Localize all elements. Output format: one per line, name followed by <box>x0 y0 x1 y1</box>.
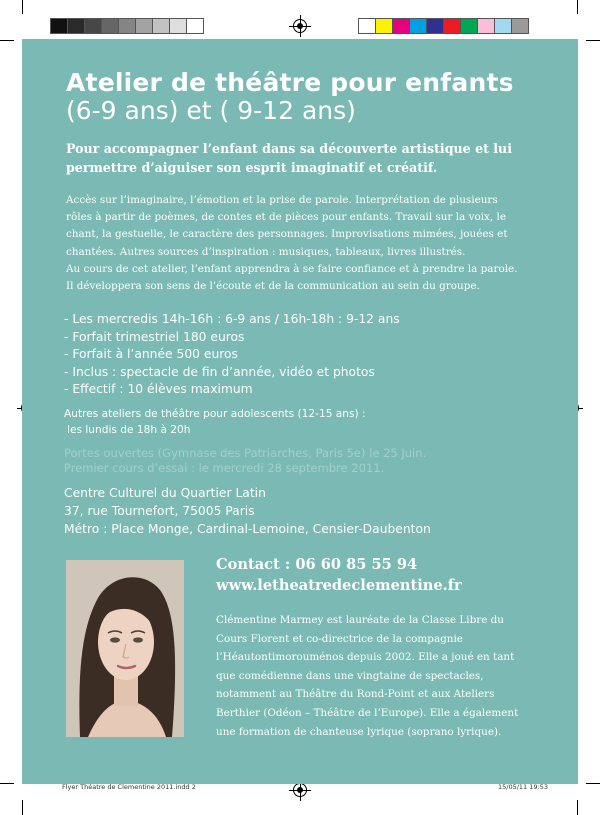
adolescent-workshops <box>64 406 544 438</box>
crop-mark <box>22 800 23 815</box>
open-day-line: Portes ouvertes (Gymnase des Patriarches, Paris 5e) le 25 Juin. <box>64 446 427 460</box>
color-swatch <box>152 18 170 34</box>
registration-mark-bottom <box>293 783 307 797</box>
crop-mark <box>586 783 600 784</box>
contact-block <box>216 554 556 596</box>
color-swatch <box>169 18 187 34</box>
crop-mark <box>22 0 23 14</box>
color-swatch <box>186 18 204 34</box>
trial-class-line: Premier cours d’essai : le mercredi 28 septembre 2011. <box>64 460 385 475</box>
color-swatch <box>67 18 85 34</box>
color-swatch <box>494 18 512 34</box>
venue-name: Centre Culturel du Quartier Latin <box>64 486 266 500</box>
bio-line: l’Héautontimorouménos depuis 2002. Elle a joué en tant <box>216 651 515 664</box>
bio-line: Clémentine Marmey est lauréate de la Classe Libre du <box>216 614 504 626</box>
color-swatch <box>84 18 102 34</box>
bio-line: Cours Florent et co-directrice de la compagnie <box>216 632 463 645</box>
biography <box>216 611 556 741</box>
venue-block <box>64 484 544 538</box>
details-item-trimester-fee: - Forfait trimestriel 180 euros <box>64 329 245 344</box>
description-line: Accès sur l’imaginaire, l’émotion et la prise de parole. Interprétation de plusieurs <box>66 194 498 206</box>
crop-mark <box>577 0 578 14</box>
contact-website-link[interactable]: www.letheatredeclementine.fr <box>216 577 462 594</box>
adolescent-workshops-title: Autres ateliers de théâtre pour adolescents (12-15 ans) : <box>64 408 366 420</box>
color-swatch <box>443 18 461 34</box>
portrait-photo <box>66 560 184 737</box>
registration-mark-top <box>293 19 307 33</box>
bio-line: notamment au Théâtre du Rond-Point et aux Ateliers <box>216 688 495 701</box>
color-swatch <box>511 18 529 34</box>
flyer-title-age-groups: (6-9 ans) et ( 9-12 ans) <box>66 96 356 125</box>
description-line: Au cours de cet atelier, l’enfant apprendra à se faire confiance et à prendre la parole. <box>66 262 518 275</box>
details-item-schedule: - Les mercredis 14h-16h : 6-9 ans / 16h-18h : 9-12 ans <box>64 312 400 326</box>
open-days <box>64 446 544 475</box>
adolescent-workshops-schedule: les lundis de 18h à 20h <box>67 424 191 436</box>
crop-mark <box>577 800 578 815</box>
bio-line: Berthier (Odéon – Théâtre de l’Europe). Elle a également <box>216 706 519 719</box>
crop-mark <box>586 40 600 41</box>
portrait-illustration <box>66 560 184 737</box>
crop-mark <box>0 40 14 41</box>
venue-address: 37, rue Tournefort, 75005 Paris <box>64 504 255 518</box>
crop-mark <box>0 783 14 784</box>
bio-line: que comédienne dans une vingtaine de spectacles, <box>216 669 484 682</box>
color-swatch <box>50 18 68 34</box>
color-swatch <box>392 18 410 34</box>
slug-timestamp: 15/05/11 19:53 <box>498 783 548 791</box>
color-swatch <box>118 18 136 34</box>
color-swatch <box>358 18 376 34</box>
contact-phone[interactable]: Contact : 06 60 85 55 94 <box>216 556 418 573</box>
flyer-subtitle: Pour accompagner l’enfant dans sa découverte artistique et lui permettre d’aiguiser son esprit imaginatif et créatif. <box>66 141 513 175</box>
details-item-included: - Inclus : spectacle de fin d’année, vidéo et photos <box>64 364 375 379</box>
description-paragraph <box>66 192 546 295</box>
color-swatch <box>460 18 478 34</box>
flyer-title: Atelier de théâtre pour enfants <box>66 68 514 97</box>
color-bar <box>358 18 528 34</box>
color-swatch <box>477 18 495 34</box>
color-swatch <box>135 18 153 34</box>
description-line: rôles à partir de poèmes, de contes et de pièces pour enfants. Travail sur la voix, le <box>66 211 506 224</box>
details-item-class-size: - Effectif : 10 élèves maximum <box>64 382 253 396</box>
color-swatch <box>426 18 444 34</box>
description-line: Il développera son sens de l’écoute et de la communication au sein du groupe. <box>66 280 480 293</box>
grayscale-bar <box>50 18 203 34</box>
color-swatch <box>409 18 427 34</box>
details-item-annual-fee: - Forfait à l’année 500 euros <box>64 347 238 361</box>
color-swatch <box>375 18 393 34</box>
details-list <box>64 311 544 399</box>
bio-line: une formation de chanteuse lyrique (soprano lyrique). <box>216 725 502 738</box>
description-line: chantées. Autres sources d’inspiration : musiques, tableaux, livres illustrés. <box>66 245 466 258</box>
venue-metro: Métro : Place Monge, Cardinal-Lemoine, Censier-Daubenton <box>64 522 431 536</box>
color-swatch <box>101 18 119 34</box>
slug-filename: Flyer Théatre de Clementine 2011.indd 2 <box>62 783 196 791</box>
description-line: chant, la gestuelle, le caractère des personnages. Improvisations mimées, jouées et <box>66 228 508 241</box>
